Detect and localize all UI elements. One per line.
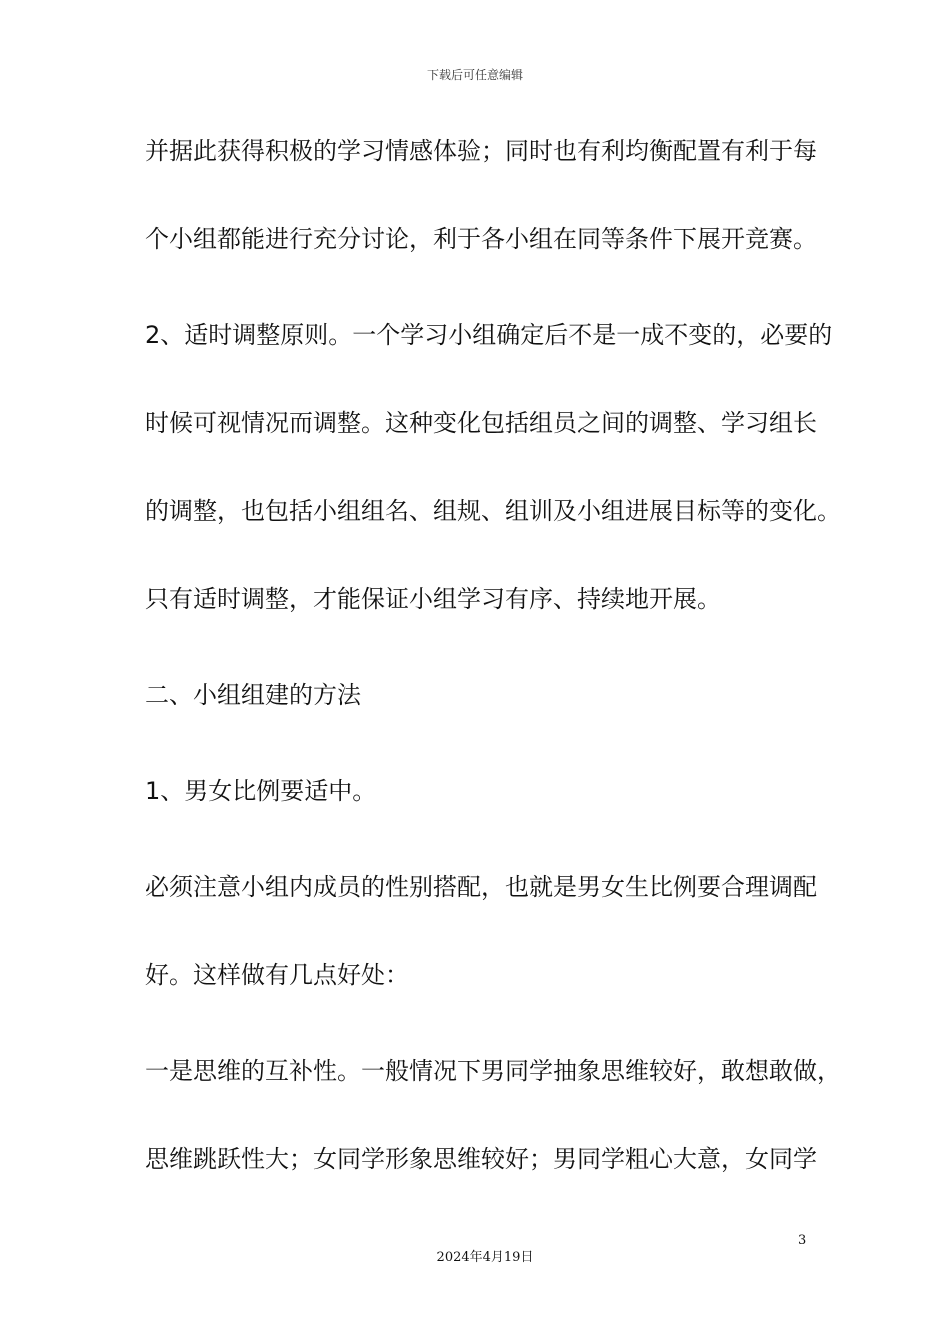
section-heading: 二、小组组建的方法: [145, 681, 361, 709]
page-header: 下载后可任意编辑: [426, 68, 523, 82]
body-line: 思维跳跃性大；女同学形象思维较好；男同学粗心大意，女同学: [145, 1145, 817, 1173]
body-line: 的调整，也包括小组组名、组规、组训及小组进展目标等的变化。: [145, 497, 841, 525]
body-line: 好。这样做有几点好处：: [145, 961, 409, 989]
body-line: 个小组都能进行充分讨论，利于各小组在同等条件下展开竞赛。: [145, 225, 817, 253]
body-line: 并据此获得积极的学习情感体验；同时也有利均衡配置有利于每: [145, 137, 817, 165]
page-number: 3: [798, 1233, 807, 1248]
footer-date: 2024年4月19日: [436, 1250, 534, 1265]
body-line: 只有适时调整，才能保证小组学习有序、持续地开展。: [145, 585, 721, 613]
body-line: 一是思维的互补性。一般情况下男同学抽象思维较好，敢想敢做，: [145, 1057, 841, 1085]
subsection-heading: 1、男女比例要适中。: [145, 777, 377, 805]
body-line: 2、适时调整原则。一个学习小组确定后不是一成不变的，必要的: [145, 321, 833, 349]
body-line: 必须注意小组内成员的性别搭配，也就是男女生比例要合理调配: [145, 873, 817, 901]
body-line: 时候可视情况而调整。这种变化包括组员之间的调整、学习组长: [145, 409, 817, 437]
